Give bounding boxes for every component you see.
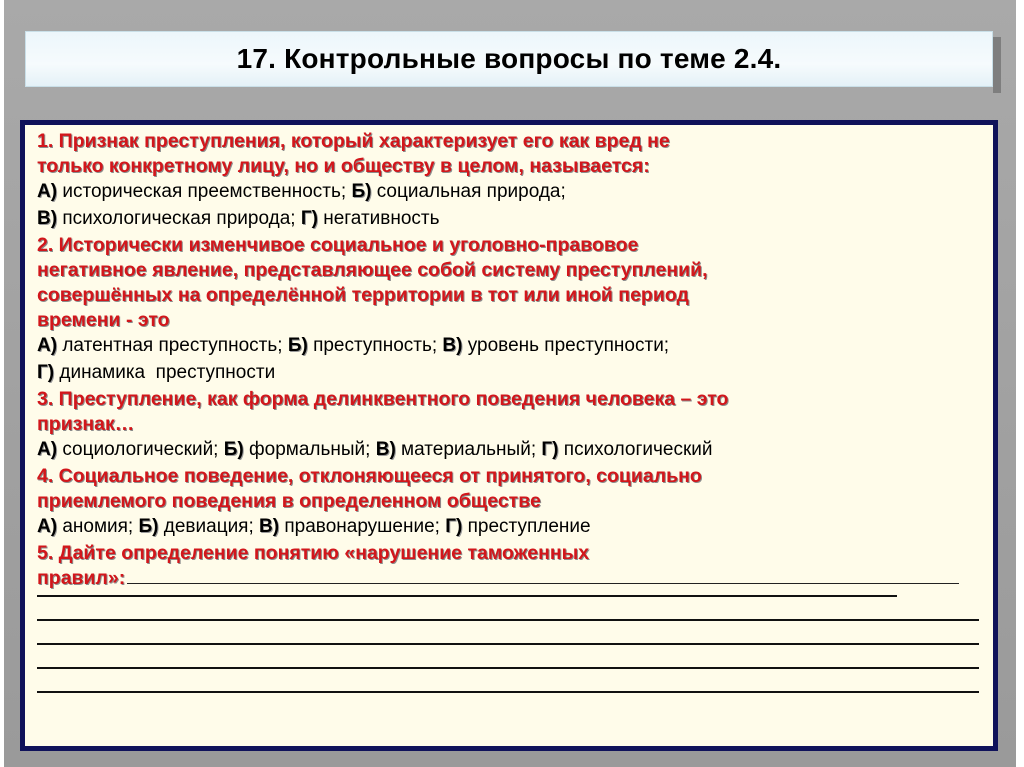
question-5 <box>37 541 979 693</box>
question-text-line: негативное явление, представляющее собой систему преступлений, <box>37 259 708 281</box>
answer-options <box>37 179 979 204</box>
slide-left-edge <box>0 0 4 767</box>
answer-options <box>37 360 979 385</box>
option-text: девиация; <box>158 516 260 537</box>
option-key: В) <box>37 208 58 229</box>
answer-fill-line <box>127 583 959 584</box>
question-2 <box>37 233 979 385</box>
question-text-line: совершённых на определённой территории в тот или иной период <box>37 284 689 306</box>
question-5-text-line2 <box>37 566 979 591</box>
option-key: В) <box>259 516 280 537</box>
option-key: А) <box>37 335 58 356</box>
option-key: Г) <box>300 208 318 229</box>
question-text-line: времени - это <box>37 309 170 331</box>
option-text: правонарушение; <box>279 516 446 537</box>
answer-options <box>37 206 979 231</box>
answer-line <box>37 595 897 597</box>
option-key: А) <box>37 181 58 202</box>
question-text-line: 4. Социальное поведение, отклоняющееся от принятого, социально <box>37 465 702 487</box>
option-text: историческая преемственность; <box>57 181 352 202</box>
option-text: динамика преступности <box>54 362 276 383</box>
option-text: аномия; <box>57 516 139 537</box>
option-text: психологическая природа; <box>57 208 301 229</box>
question-text-line: 1. Признак преступления, который характеризует его как вред не <box>37 130 670 152</box>
option-text: психологический <box>558 439 713 460</box>
option-text: социологический; <box>57 439 224 460</box>
option-text: материальный; <box>395 439 542 460</box>
questions-panel <box>20 120 998 751</box>
option-key: Б) <box>351 181 372 202</box>
option-key: Б) <box>287 335 308 356</box>
option-key: А) <box>37 439 58 460</box>
option-text: формальный; <box>243 439 376 460</box>
answer-options <box>37 514 979 539</box>
answer-options <box>37 333 979 358</box>
option-key: Б) <box>138 516 159 537</box>
option-text: преступление <box>462 516 591 537</box>
questions-list <box>37 129 979 539</box>
answer-line <box>37 691 979 693</box>
answer-line <box>37 643 979 645</box>
question-text-line: только конкретному лицу, но и обществу в целом, называется: <box>37 155 650 177</box>
question-text-line: признак… <box>37 413 135 435</box>
option-text: уровень преступности; <box>462 335 670 356</box>
title-banner <box>25 31 993 87</box>
answer-line <box>37 619 979 621</box>
option-key: Г) <box>37 362 55 383</box>
answer-options <box>37 437 979 462</box>
question-4 <box>37 464 979 539</box>
answer-line <box>37 667 979 669</box>
slide-title: 17. Контрольные вопросы по теме 2.4. <box>236 43 782 74</box>
option-text: социальная природа; <box>371 181 566 202</box>
question-5-prefix: правил»: <box>37 567 126 589</box>
title-banner-shadow <box>993 37 1001 93</box>
option-text: преступность; <box>307 335 443 356</box>
option-key: В) <box>375 439 396 460</box>
question-3 <box>37 387 979 462</box>
option-key: В) <box>442 335 463 356</box>
question-1 <box>37 129 979 231</box>
slide-right-edge <box>1016 0 1024 767</box>
option-key: Б) <box>223 439 244 460</box>
question-text-line: 2. Исторически изменчивое социальное и уголовно-правовое <box>37 234 639 256</box>
question-5-text: 5. Дайте определение понятию «нарушение таможенных <box>37 542 590 564</box>
answer-lines <box>37 595 979 693</box>
question-text-line: 3. Преступление, как форма делинквентного поведения человека – это <box>37 388 729 410</box>
option-key: Г) <box>445 516 463 537</box>
option-text: негативность <box>317 208 440 229</box>
option-key: Г) <box>541 439 559 460</box>
option-text: латентная преступность; <box>57 335 288 356</box>
question-text-line: приемлемого поведения в определенном обществе <box>37 490 541 512</box>
option-key: А) <box>37 516 58 537</box>
